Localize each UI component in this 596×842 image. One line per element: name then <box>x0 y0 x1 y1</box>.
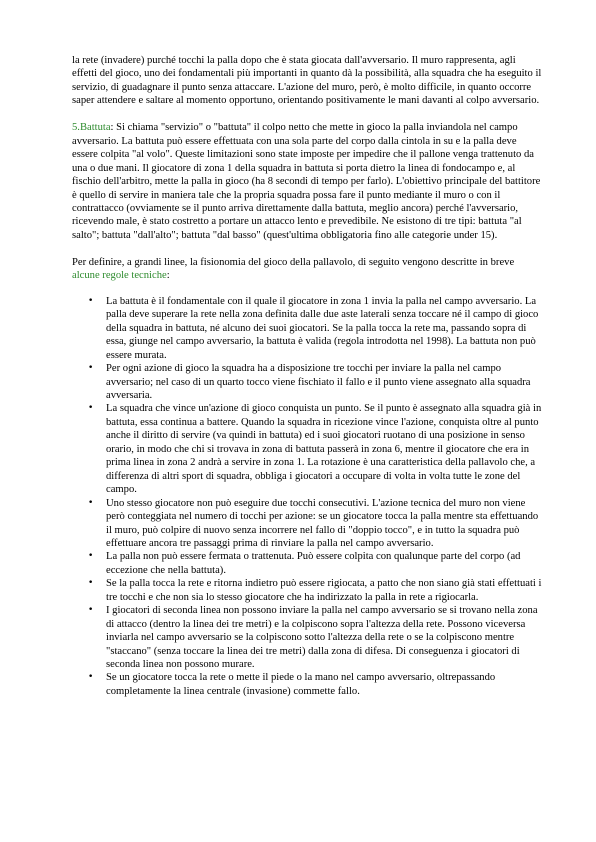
intro-paragraph: la rete (invadere) purché tocchi la palla dopo che è stata giocata dall'avversario. Il muro rappresenta, agli effetti del gioco, uno dei fondamentali più importanti in quanto dà la possibilità, alla squadra che ha eseguito il servizio, di guadagnare il punto senza attaccare. L'azione del muro, però, è molto difficile, in quanto occorre saper attendere e saltare al momento opportuno, orientando positivamente le mani davanti al colpo avversario. <box>72 55 542 107</box>
list-item: • Uno stesso giocatore non può eseguire due tocchi consecutivi. L'azione tecnica del muro non viene però conteggiata nel numero di tocchi per azione: se un giocatore tocca la palla mentre sta effettuando il muro, può colpire di nuovo senza incorrere nel fallo di "doppio tocco", e in tutto la squadra può effettuare ancora tre passaggi prima di rinviare la palla nel campo avversario. <box>72 497 542 551</box>
rules-intro-text: Per definire, a grandi linee, la fisionomia del gioco della pallavolo, di seguito vengono descritte in breve <box>72 256 515 268</box>
list-item: • La palla non può essere fermata o trattenuta. Può essere colpita con qualunque parte del corpo (ad eccezione che nella battuta). <box>72 550 542 577</box>
list-item: • Se la palla tocca la rete e ritorna indietro può essere rigiocata, a patto che non siano già stati effettuati i tre tocchi e che non sia lo stesso giocatore che ha indirizzato la palla in rete a rigiocarla. <box>72 577 542 604</box>
list-item: • Se un giocatore tocca la rete o mette il piede o la mano nel campo avversario, oltrepassando completamente la linea centrale (invasione) commette fallo. <box>72 671 542 698</box>
list-item: • La squadra che vince un'azione di gioco conquista un punto. Se il punto è assegnato alla squadra già in battuta, essa continua a battere. Quando la squadra in ricezione vince l'azione, conquista oltre al punto anche il diritto di servire (va quindi in battuta) ed i suoi giocatori ruotano di una posizione in senso orario, in modo che chi si trovava in zona di battuta passerà in zona 6, mentre il giocatore che era in prima linea in zona 2 andrà a servire in zona 1. La rotazione è una caratteristica della pallavolo che, a differenza di altri sport di squadra, obbliga i giocatori a occupare di volta in volta tutte le zone del campo. <box>72 402 542 496</box>
battuta-heading-link[interactable]: 5.Battuta <box>72 122 111 134</box>
list-item: • La battuta è il fondamentale con il quale il giocatore in zona 1 invia la palla nel campo avversario. La palla deve superare la rete nella zona definita dalle due aste laterali senza toccare né il campo di gioco della squadra in battuta, né alcuno dei suoi giocatori. Se la palla tocca la rete ma, passando sopra di essa, giunge nel campo avversario, la battuta è valida (regola introdotta nel 1998). La battuta non può essere murata. <box>72 295 542 362</box>
rules-link[interactable]: alcune regole tecniche <box>72 270 167 282</box>
battuta-paragraph <box>72 121 542 242</box>
document-page <box>72 54 542 698</box>
list-item: • Per ogni azione di gioco la squadra ha a disposizione tre tocchi per inviare la palla nel campo avversario; nel caso di un quarto tocco viene fischiato il fallo e il punto viene assegnato alla squadra avversaria. <box>72 362 542 402</box>
rules-intro-colon: : <box>166 270 170 282</box>
rules-intro-paragraph <box>72 256 542 283</box>
list-item: • I giocatori di seconda linea non possono inviare la palla nel campo avversario se si trovano nella zona di attacco (dentro la linea dei tre metri) e la colpiscono sopra l'altezza della rete. Possono viceversa inviarla nel campo avversario se la colpiscono sotto l'altezza della rete o se la colpiscono mentre "staccano" (senza toccare la linea dei tre metri) dalla zona di difesa. Di conseguenza i giocatori di seconda linea non possono murare. <box>72 604 542 671</box>
rules-list <box>72 295 542 699</box>
battuta-text: : Si chiama "servizio" o "battuta" il colpo netto che mette in gioco la palla inviandola nel campo avversario. La battuta può essere effettuata con una sola parte del corpo dalla cintola in su e la palla deve essere colpita "al volo". Queste limitazioni sono state imposte per impedire che il pallone venga trattenuto da una o due mani. Il giocatore di zona 1 della squadra in battuta si porta dietro la linea di fondocampo e, al fischio dell'arbitro, mette la palla in gioco (ha 8 secondi di tempo per farlo). L'obiettivo principale del battitore è quello di servire in maniera tale che la propria squadra possa fare il punto mediante il muro o con il contrattacco (ovviamente se il punto arriva direttamente dalla battuta, meglio ancora) perché l'avversario, ricevendo male, è stato costretto a portare un attacco lento e prevedibile. Ne esistono di tre tipi: battuta "al salto"; battuta "dall'alto"; battuta "dal basso" (quest'ultima obbligatoria fino alle categorie under 15). <box>72 122 541 241</box>
